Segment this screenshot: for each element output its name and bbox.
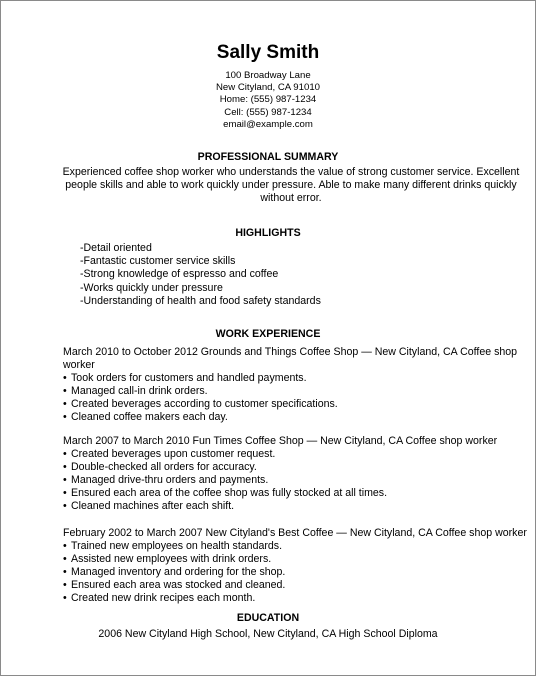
summary-text: Experienced coffee shop worker who understands the value of strong customer service. Excellent people skills and able to work quickly under pressure. Able to make many different drinks quickly without error. [62,166,520,204]
bullet-mark: • [63,487,67,499]
highlight-item: -Fantastic customer service skills [80,255,236,268]
job-bullet: • Cleaned coffee makers each day. [63,411,228,423]
job-bullet: • Managed inventory and ordering for the shop. [63,566,286,578]
highlight-item: -Understanding of health and food safety standards [80,294,321,307]
job-header: February 2002 to March 2007 New Cityland's Best Coffee — New Cityland, CA Coffee shop worker [63,527,527,539]
email: email@example.com [223,118,313,130]
job-bullet: • Ensured each area was stocked and cleaned. [63,579,286,591]
cell-phone: Cell: (555) 987-1234 [224,106,312,118]
job-bullet: • Created new drink recipes each month. [63,592,256,604]
highlights-list [80,242,321,308]
bullet-mark: • [63,398,67,410]
job-entry [63,435,531,513]
education-heading: EDUCATION [236,612,300,624]
job-bullet: • Double-checked all orders for accuracy. [63,461,257,473]
bullet-mark: • [63,592,67,604]
experience-heading: WORK EXPERIENCE [215,328,321,340]
job-bullet: • Cleaned machines after each shift. [63,500,235,512]
job-bullet: • Managed call-in drink orders. [63,385,208,397]
bullet-mark: • [63,372,67,384]
bullet-mark: • [63,474,67,486]
job-bullet: • Created beverages upon customer request. [63,448,276,460]
job-bullet: • Assisted new employees with drink orders. [63,553,272,565]
job-header: March 2010 to October 2012 Grounds and Things Coffee Shop — New Cityland, CA Coffee shop worker [63,346,518,371]
highlight-item: -Works quickly under pressure [80,281,223,294]
job-entry [63,346,531,424]
address-line-1: 100 Broadway Lane [225,70,311,81]
bullet-mark: • [63,579,67,591]
bullet-mark: • [63,385,67,397]
home-phone: Home: (555) 987-1234 [219,94,317,106]
education-entry: 2006 New Cityland High School, New Cityland, CA High School Diploma [98,628,438,640]
bullet-mark: • [63,461,67,473]
bullet-mark: • [63,500,67,512]
summary-heading: PROFESSIONAL SUMMARY [197,151,339,163]
job-bullet: • Managed drive-thru orders and payments. [63,474,269,486]
address-line-2: New Cityland, CA 91010 [216,82,320,94]
bullet-mark: • [63,448,67,460]
bullet-mark: • [63,411,67,423]
contact-block [1,70,535,131]
job-bullet: • Ensured each area of the coffee shop was fully stocked at all times. [63,487,388,499]
highlight-item: -Strong knowledge of espresso and coffee [80,268,279,281]
highlight-item: -Detail oriented [80,242,152,254]
job-bullet: • Trained new employees on health standards. [63,540,283,552]
job-header: March 2007 to March 2010 Fun Times Coffee Shop — New Cityland, CA Coffee shop worker [63,435,498,447]
job-bullet: • Took orders for customers and handled payments. [63,372,307,384]
job-bullet: • Created beverages according to customer specifications. [63,398,338,410]
job-entry [63,527,531,605]
resume-name: Sally Smith [216,42,320,63]
bullet-mark: • [63,553,67,565]
bullet-mark: • [63,540,67,552]
highlights-heading: HIGHLIGHTS [235,227,301,239]
bullet-mark: • [63,566,67,578]
